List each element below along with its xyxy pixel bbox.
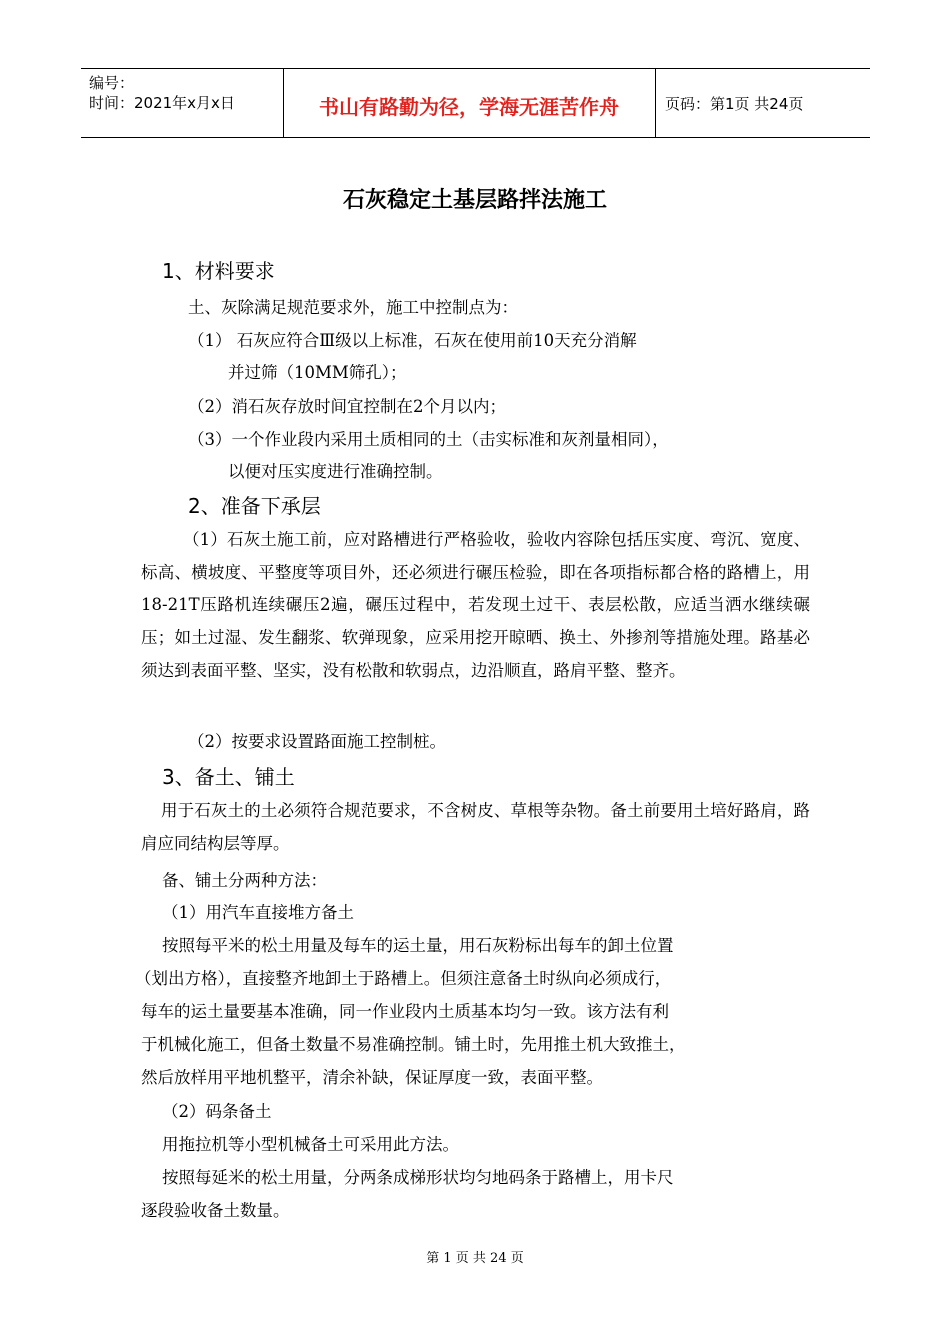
document-title: 石灰稳定土基层路拌法施工 xyxy=(342,188,607,213)
header-motto: 书山有路勤为径，学海无涯苦作舟 xyxy=(319,95,619,119)
list-item: （3）一个作业段内采用土质相同的土（击实标准和灰剂量相同）， xyxy=(188,430,669,449)
paragraph: 备、铺土分两种方法： xyxy=(162,871,327,890)
header-page-info: 页码：第1页 共24页 xyxy=(665,95,804,113)
list-item: （2）消石灰存放时间宜控制在2个月以内； xyxy=(188,397,506,416)
paragraph-line: 于机械化施工，但备土数量不易准确控制。铺土时，先用推土机大致推土， xyxy=(141,1035,686,1054)
paragraph-line: 按照每延米的松土用量，分两条成梯形状均匀地码条于路槽上，用卡尺 xyxy=(162,1168,674,1187)
page-footer: 第 1 页 共 24 页 xyxy=(426,1251,524,1266)
paragraph-line: 按照每平米的松土用量及每车的运土量，用石灰粉标出每车的卸土位置 xyxy=(162,936,674,955)
paragraph-line: 每车的运土量要基本准确，同一作业段内土质基本均匀一致。该方法有利 xyxy=(141,1002,669,1021)
header-meta xyxy=(89,73,235,113)
paragraph: （2）按要求设置路面施工控制桩。 xyxy=(188,732,446,751)
paragraph-line: 然后放样用平地机整平，清余补缺，保证厚度一致，表面平整。 xyxy=(141,1068,603,1087)
section-1-heading: 1、材料要求 xyxy=(162,259,275,283)
date-label: 时间：2021年x月x日 xyxy=(89,94,235,112)
paragraph: 用于石灰土的土必须符合规范要求，不含树皮、草根等杂物。备土前要用土培好路肩，路肩应同结构层等厚。 xyxy=(141,801,810,853)
paragraph-line: 逐段验收备土数量。 xyxy=(141,1201,290,1220)
header-divider xyxy=(655,69,656,137)
list-item-continuation: 并过筛（10MM筛孔）； xyxy=(228,363,407,382)
paragraph-line: （划出方格），直接整齐地卸土于路槽上。但须注意备土时纵向必须成行， xyxy=(135,969,672,988)
paragraph-line: 用拖拉机等小型机械备土可采用此方法。 xyxy=(162,1135,459,1154)
section-3-heading: 3、备土、铺土 xyxy=(162,765,295,789)
list-item: （1） 石灰应符合Ⅲ级以上标准，石灰在使用前10天充分消解 xyxy=(188,331,637,350)
serial-label: 编号： xyxy=(89,74,135,92)
document-header xyxy=(81,68,870,138)
paragraph: 土、灰除满足规范要求外，施工中控制点为： xyxy=(188,298,518,317)
subheading: （2）码条备土 xyxy=(162,1102,272,1121)
list-item-continuation: 以便对压实度进行准确控制。 xyxy=(228,462,443,481)
section-2-heading: 2、准备下承层 xyxy=(188,494,321,518)
paragraph: （1）石灰土施工前，应对路槽进行严格验收，验收内容除包括压实度、弯沉、宽度、标高、横坡度、平整度等项目外，还必须进行碾压检验，即在各项指标都合格的路槽上，用18-21T压路机连续碾压2遍，碾压过程中，若发现土过干、表层松散，应适当洒水继续碾压；如土过湿、发生翻浆、软弹现象，应采用挖开晾晒、换土、外掺剂等措施处理。路基必须达到表面平整、坚实，没有松散和软弱点，边沿顺直，路肩平整、整齐。 xyxy=(141,530,810,680)
subheading: （1）用汽车直接堆方备土 xyxy=(162,903,354,922)
